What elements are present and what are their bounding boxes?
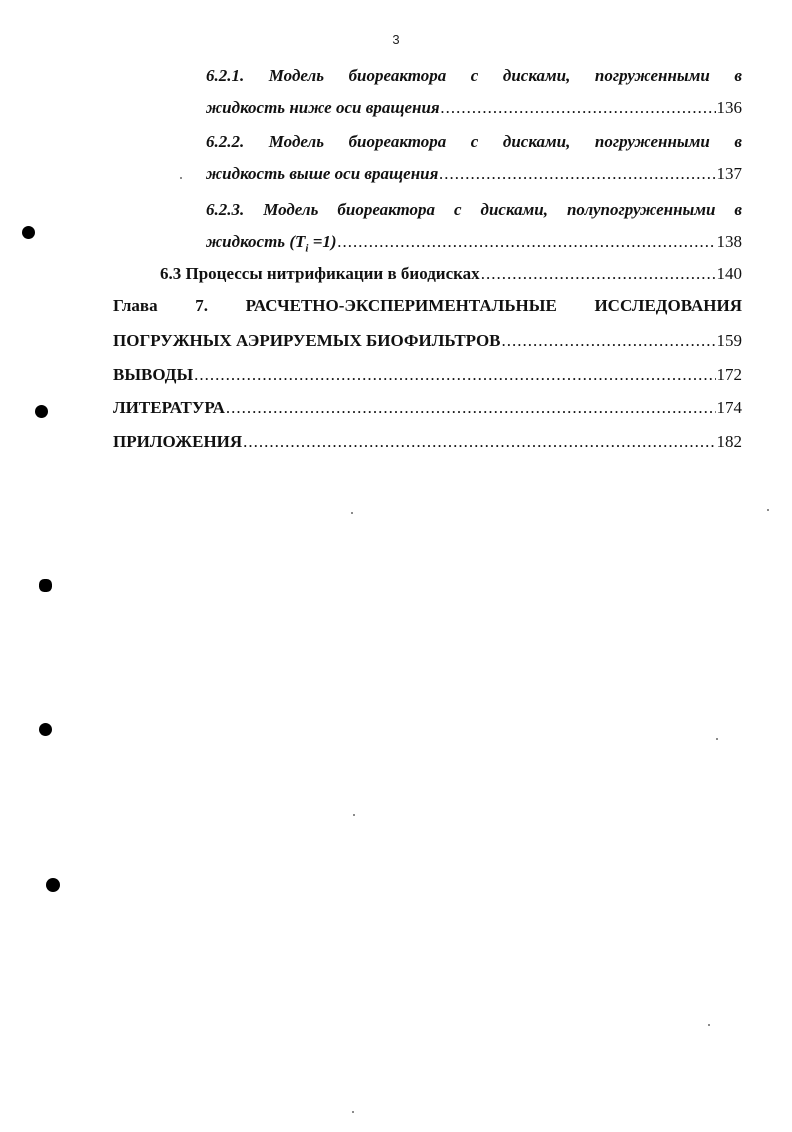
scan-speck xyxy=(708,1024,710,1026)
toc-entry-6-2-3-title: 6.2.3. Модель биореактора с дисками, полупогруженными в xyxy=(206,200,742,219)
toc-chapter-7-page: 159 xyxy=(716,331,742,350)
scan-speck xyxy=(353,814,355,816)
toc-entry-6-2-3-continuation: жидкость $(T_i =1)$ xyxy=(206,232,337,255)
scan-spot xyxy=(22,226,35,239)
toc-entry-6-2-3-page: 138 xyxy=(716,232,742,251)
scan-speck xyxy=(180,177,182,179)
dot-leader xyxy=(481,262,716,286)
toc-chapter-7-title: Глава 7. РАСЧЕТНО-ЭКСПЕРИМЕНТАЛЬНЫЕ ИССЛЕДОВАНИЯ xyxy=(113,296,742,315)
scan-speck xyxy=(351,512,353,514)
toc-entry-6-2-1-page: 136 xyxy=(716,98,742,117)
toc-entry-6-2-1-title: 6.2.1. Модель биореактора с дисками, погруженными в xyxy=(206,66,742,85)
toc-conclusions[interactable] xyxy=(113,363,742,387)
dot-leader xyxy=(441,96,716,120)
scan-speck xyxy=(767,509,769,511)
toc-entry-6-2-1-continuation: жидкость ниже оси вращения xyxy=(206,98,440,117)
scan-speck xyxy=(716,738,718,740)
toc-entry-6-3-title: 6.3 Процессы нитрификации в биодисках xyxy=(160,264,480,283)
scan-spot xyxy=(39,579,52,592)
dot-leader xyxy=(226,396,716,420)
toc-entry-6-2-2[interactable] xyxy=(206,162,742,186)
scan-speck xyxy=(352,1111,354,1113)
toc-entry-6-2-3[interactable] xyxy=(206,230,742,254)
scan-spot xyxy=(46,878,60,892)
toc-entry-6-2-2-title: 6.2.2. Модель биореактора с дисками, погруженными в xyxy=(206,132,742,151)
page-number: 3 xyxy=(392,32,400,47)
toc-appendices-page: 182 xyxy=(716,432,742,451)
dot-leader xyxy=(502,329,716,353)
toc-literature-page: 174 xyxy=(716,398,742,417)
scan-spot xyxy=(35,405,48,418)
dot-leader xyxy=(194,363,715,387)
dot-leader xyxy=(439,162,715,186)
toc-entry-6-2-1[interactable] xyxy=(206,96,742,120)
toc-appendices[interactable] xyxy=(113,430,742,454)
toc-entry-6-2-2-page: 137 xyxy=(716,164,742,183)
dot-leader xyxy=(243,430,715,454)
toc-entry-6-2-2-continuation: жидкость выше оси вращения xyxy=(206,164,439,183)
toc-conclusions-title: ВЫВОДЫ xyxy=(113,365,194,384)
toc-chapter-7[interactable] xyxy=(113,329,742,353)
dot-leader xyxy=(338,230,716,254)
toc-literature-title: ЛИТЕРАТУРА xyxy=(113,398,225,417)
toc-entry-6-3-page: 140 xyxy=(716,264,742,283)
toc-chapter-7-continuation: ПОГРУЖНЫХ АЭРИРУЕМЫХ БИОФИЛЬТРОВ xyxy=(113,331,501,350)
toc-literature[interactable] xyxy=(113,396,742,420)
scan-spot xyxy=(39,723,52,736)
toc-conclusions-page: 172 xyxy=(716,365,742,384)
toc-entry-6-3[interactable] xyxy=(160,262,742,286)
toc-appendices-title: ПРИЛОЖЕНИЯ xyxy=(113,432,243,451)
